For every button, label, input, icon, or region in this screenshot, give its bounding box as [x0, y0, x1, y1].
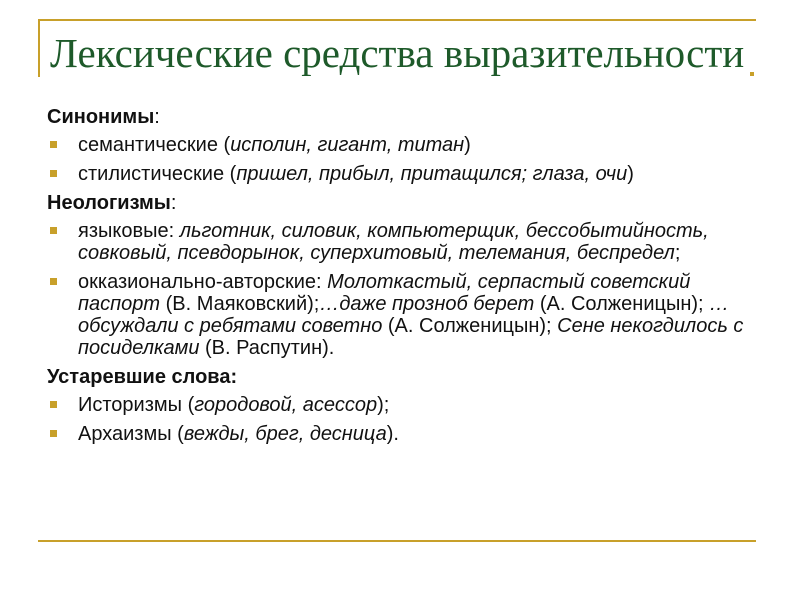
slide-content	[47, 106, 767, 452]
bullet-icon	[50, 141, 57, 148]
slide-title: Лексические средства выразительности	[50, 30, 745, 76]
item-tail: );	[377, 394, 390, 416]
item-tail: )	[464, 134, 471, 156]
example-rasputin: Сене некогдилось с посиделками	[78, 315, 744, 359]
title-accent-bar	[38, 19, 40, 77]
author-rasputin: (В. Распутин).	[199, 337, 335, 359]
item-examples: пришел, прибыл, притащился; глаза, очи	[236, 163, 628, 185]
item-examples: исполин, гигант, титан	[230, 134, 465, 156]
neologisms-heading-text: Неологизмы	[47, 192, 171, 214]
item-label: стилистические (	[78, 163, 237, 185]
synonyms-heading-text: Синонимы	[47, 106, 155, 128]
synonyms-heading-colon: :	[154, 106, 160, 128]
bullet-icon	[50, 430, 57, 437]
accent-dot	[750, 72, 754, 76]
item-tail: ;	[674, 242, 681, 264]
author-mayakovsky: (В. Маяковский);	[160, 293, 320, 315]
item-tail: )	[627, 163, 634, 185]
bottom-rule	[38, 540, 756, 542]
example-solzhenitsyn-1: …даже прозноб берет	[319, 293, 535, 315]
obsolete-heading: Устаревшие слова:	[47, 366, 238, 388]
bullet-icon	[50, 170, 57, 177]
item-label: семантические (	[78, 134, 231, 156]
author-solzhenitsyn-1: (А. Солженицын);	[534, 293, 710, 315]
bullet-icon	[50, 227, 57, 234]
item-label: Историзмы (	[78, 394, 195, 416]
list-item-stylistic-synonyms	[47, 163, 767, 185]
item-examples: льготник, силовик, компьютерщик, бессобытийность, совковый, псевдорынок, суперхитовый, телемания, беспредел	[78, 220, 709, 264]
list-item-semantic-synonyms	[47, 134, 767, 156]
item-label: окказионально-авторские:	[78, 271, 328, 293]
item-tail: ).	[386, 423, 399, 445]
list-item-archaisms	[47, 423, 767, 445]
synonyms-heading	[47, 106, 767, 128]
item-examples: вежды, брег, десница	[183, 423, 387, 445]
item-examples: городовой, асессор	[194, 394, 378, 416]
example-solzhenitsyn-2: …обсуждали с ребятами советно	[78, 293, 730, 337]
author-solzhenitsyn-2: (А. Солженицын);	[382, 315, 558, 337]
list-item-language-neologisms	[47, 220, 767, 264]
top-rule	[38, 19, 756, 21]
bullet-icon	[50, 278, 57, 285]
bullet-icon	[50, 401, 57, 408]
neologisms-heading-colon: :	[170, 192, 177, 214]
neologisms-heading	[47, 192, 767, 214]
list-item-historisms	[47, 394, 767, 416]
list-item-author-neologisms	[47, 271, 767, 359]
example-mayakovsky: Молоткастый, серпастый советский паспорт	[78, 271, 691, 315]
item-label: языковые:	[78, 220, 180, 242]
item-label: Архаизмы (	[78, 423, 184, 445]
